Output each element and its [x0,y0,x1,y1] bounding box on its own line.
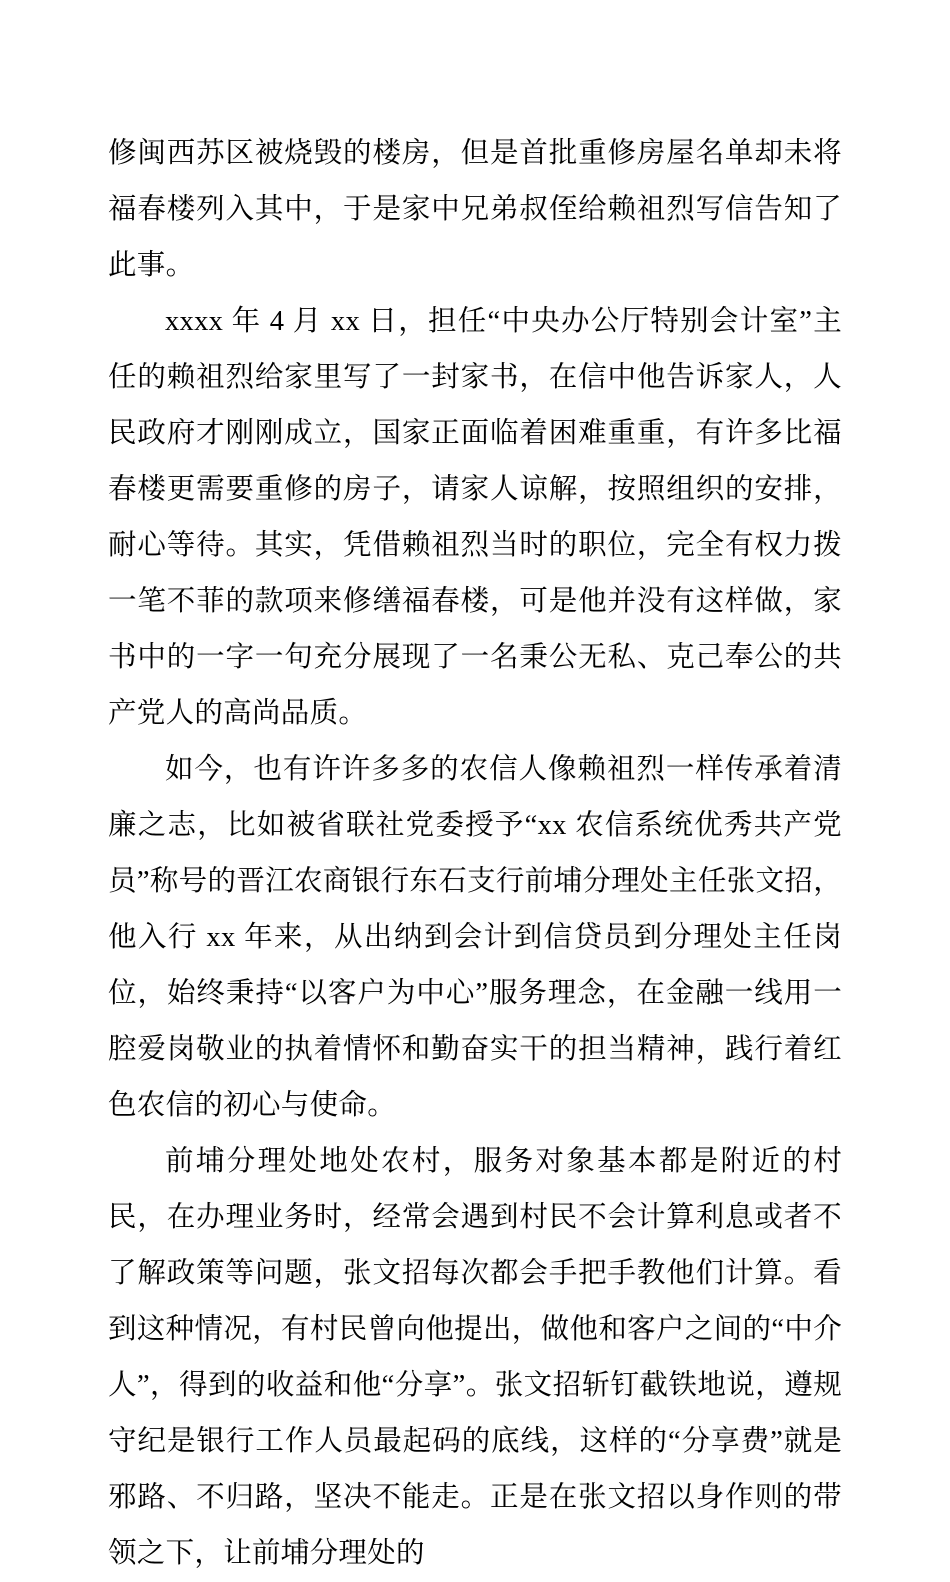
paragraph-1: 修闽西苏区被烧毁的楼房，但是首批重修房屋名单却未将福春楼列入其中，于是家中兄弟叔侄给赖祖烈写信告知了此事。 [108,138,842,281]
document-body [108,126,842,1582]
paragraph-2: xxxx 年 4 月 xx 日，担任“中央办公厅特别会计室”主任的赖祖烈给家里写了一封家书，在信中他告诉家人，人民政府才刚刚成立，国家正面临着困难重重，有许多比福春楼更需要重修的房子，请家人谅解，按照组织的安排，耐心等待。其实，凭借赖祖烈当时的职位，完全有权力拨一笔不菲的款项来修缮福春楼，可是他并没有这样做，家书中的一字一句充分展现了一名秉公无私、克己奉公的共产党人的高尚品质。 [108,306,842,729]
paragraph-4: 前埔分理处地处农村，服务对象基本都是附近的村民，在办理业务时，经常会遇到村民不会计算利息或者不了解政策等问题，张文招每次都会手把手教他们计算。看到这种情况，有村民曾向他提出，做他和客户之间的“中介人”，得到的收益和他“分享”。张文招斩钉截铁地说，遵规守纪是银行工作人员最起码的底线，这样的“分享费”就是邪路、不归路，坚决不能走。正是在张文招以身作则的带领之下，让前埔分理处的 [108,1146,842,1569]
paragraph-3: 如今，也有许许多多的农信人像赖祖烈一样传承着清廉之志，比如被省联社党委授予“xx 农信系统优秀共产党员”称号的晋江农商银行东石支行前埔分理处主任张文招，他入行 xx 年来，从出纳到会计到信贷员到分理处主任岗位，始终秉持“以客户为中心”服务理念，在金融一线用一腔爱岗敬业的执着情怀和勤奋实干的担当精神，践行着红色农信的初心与使命。 [108,754,842,1121]
